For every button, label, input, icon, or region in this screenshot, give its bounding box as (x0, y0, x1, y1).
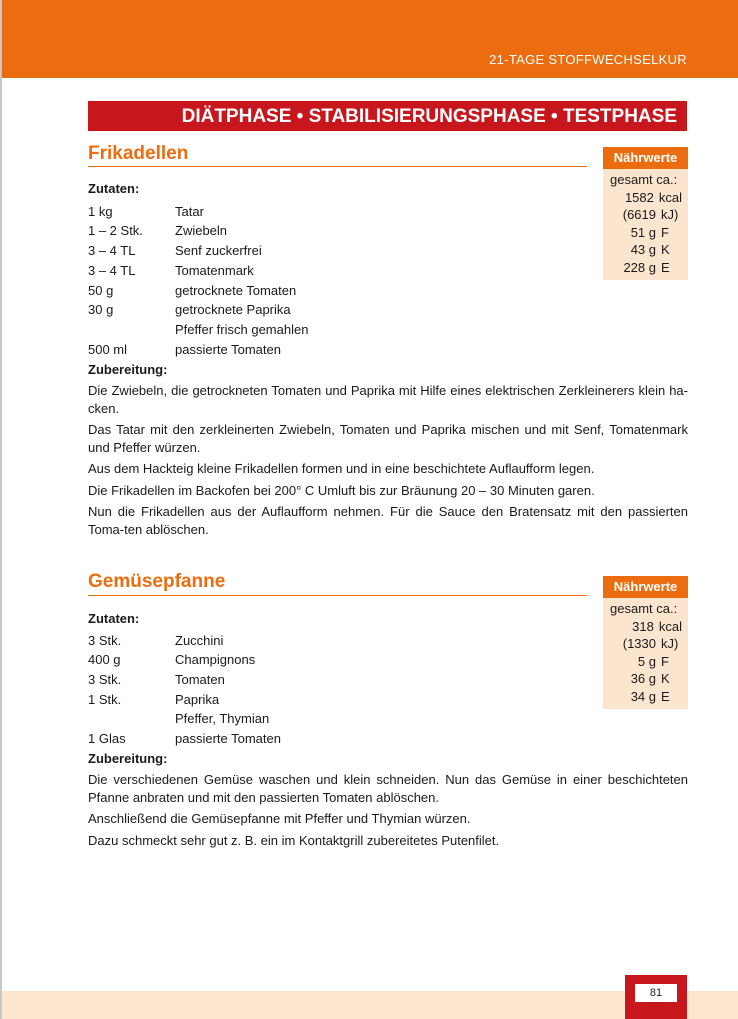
nutrition-box (603, 147, 688, 280)
ingredients-label: Zutaten: (88, 181, 140, 196)
preparation-label: Zubereitung: (88, 751, 168, 766)
nutrition-unit: kJ) (661, 636, 679, 651)
preparation-step: Dazu schmeckt sehr gut z. B. ein im Kontaktgrill zubereitetes Putenfilet. (88, 832, 500, 848)
nutrition-unit: E (661, 259, 670, 275)
nutrition-row (610, 653, 682, 671)
ingredient-name: passierte Tomaten (175, 342, 281, 357)
ingredient-name: passierte Tomaten (175, 731, 281, 746)
nutrition-row (610, 688, 682, 706)
page-left-border (0, 0, 2, 1019)
ingredient-qty: 1 Stk. (88, 692, 122, 707)
phase-banner: DIÄTPHASE • STABILISIERUNGSPHASE • TESTPHASE (88, 101, 687, 131)
nutrition-unit: E (661, 688, 670, 704)
header-bar (2, 0, 738, 78)
recipe-title: Frikadellen (88, 143, 189, 164)
nutrition-total-label: gesamt ca.: (610, 172, 678, 187)
preparation-steps (88, 771, 688, 853)
nutrition-value: 51 g (630, 224, 656, 240)
ingredient-qty: 400 g (88, 652, 121, 667)
preparation-step: Das Tatar mit den zerkleinerten Zwiebeln, Tomaten und Paprika mischen und mit Senf, Tomatenmark und Pfeffer würzen. (88, 422, 688, 455)
nutrition-unit: F (661, 653, 669, 669)
recipe-title-underline (88, 595, 587, 596)
nutrition-value: (6619 (622, 207, 656, 222)
ingredient-qty: 3 – 4 TL (88, 243, 136, 258)
nutrition-total-label: gesamt ca.: (610, 601, 678, 616)
recipe-title: Gemüsepfanne (88, 571, 226, 592)
nutrition-value: 36 g (630, 671, 656, 686)
nutrition-row (610, 618, 682, 636)
preparation-step: Anschließend die Gemüsepfanne mit Pfeffer und Thymian würzen. (88, 811, 471, 826)
ingredient-name: getrocknete Paprika (175, 302, 291, 317)
nutrition-unit: kcal (658, 189, 682, 205)
nutrition-value: 5 g (637, 653, 656, 669)
ingredient-qty: 50 g (88, 283, 114, 298)
ingredient-name: Tatar (175, 204, 204, 219)
ingredient-qty: 1 Glas (88, 731, 126, 746)
nutrition-row (610, 670, 682, 688)
ingredient-name: Zwiebeln (175, 223, 228, 238)
ingredient-name: Tomatenmark (175, 263, 254, 278)
nutrition-unit: K (661, 671, 670, 686)
nutrition-header: Nährwerte (603, 576, 688, 598)
page-number: 81 (635, 984, 677, 1002)
nutrition-row (610, 241, 682, 259)
ingredient-name: Paprika (175, 692, 220, 707)
page-number-tab (625, 975, 687, 1019)
ingredient-name: Tomaten (175, 672, 225, 687)
ingredient-name: Zucchini (175, 633, 224, 648)
ingredient-name: Pfeffer, Thymian (175, 711, 270, 726)
ingredient-name: getrocknete Tomaten (175, 283, 297, 298)
nutrition-row (610, 189, 682, 207)
nutrition-box (603, 576, 688, 709)
nutrition-value: 34 g (630, 688, 656, 704)
nutrition-unit: kcal (658, 618, 682, 634)
preparation-label: Zubereitung: (88, 362, 168, 377)
ingredient-qty: 1 – 2 Stk. (88, 223, 143, 238)
recipe-title-underline (88, 166, 587, 167)
nutrition-value: 43 g (630, 242, 656, 257)
nutrition-value: 318 (632, 618, 654, 634)
preparation-steps (88, 382, 688, 542)
ingredient-name: Senf zuckerfrei (175, 243, 262, 258)
ingredients-label: Zutaten: (88, 611, 140, 626)
preparation-step: Nun die Frikadellen aus der Auflaufform nehmen. Für die Sauce den Bratensatz mit den passierten Toma-ten ablöschen. (88, 504, 688, 537)
ingredient-qty: 30 g (88, 302, 114, 317)
book-title: 21-TAGE STOFFWECHSELKUR (489, 52, 687, 67)
nutrition-header: Nährwerte (603, 147, 688, 169)
nutrition-row (610, 635, 682, 653)
nutrition-row (610, 224, 682, 242)
preparation-step: Die verschiedenen Gemüse waschen und klein schneiden. Nun das Gemüse in einer beschichteten Pfanne anbraten und mit den passierten Tomaten ablöschen. (88, 772, 688, 805)
nutrition-unit: kJ) (661, 207, 679, 222)
ingredient-name: Pfeffer frisch gemahlen (175, 322, 309, 337)
nutrition-row (610, 259, 682, 277)
ingredient-qty: 1 kg (88, 204, 113, 219)
ingredient-qty: 3 – 4 TL (88, 263, 136, 278)
ingredient-qty: 3 Stk. (88, 672, 122, 687)
nutrition-value: 1582 (624, 189, 654, 205)
nutrition-unit: F (661, 224, 669, 240)
ingredient-qty: 500 ml (88, 342, 128, 357)
preparation-step: Die Frikadellen im Backofen bei 200° C Umluft bis zur Bräunung 20 – 30 Minuten garen. (88, 482, 595, 498)
nutrition-value: 228 g (623, 259, 656, 275)
nutrition-value: (1330 (622, 636, 656, 651)
nutrition-row (610, 206, 682, 224)
preparation-step: Aus dem Hackteig kleine Frikadellen formen und in eine beschichtete Auflaufform legen. (88, 461, 595, 476)
nutrition-unit: K (661, 242, 670, 257)
preparation-step: Die Zwiebeln, die getrockneten Tomaten und Paprika mit Hilfe eines elektrischen Zerkleinerers klein ha-cken. (88, 383, 688, 416)
ingredient-name: Champignons (175, 652, 256, 667)
ingredient-qty: 3 Stk. (88, 633, 122, 648)
